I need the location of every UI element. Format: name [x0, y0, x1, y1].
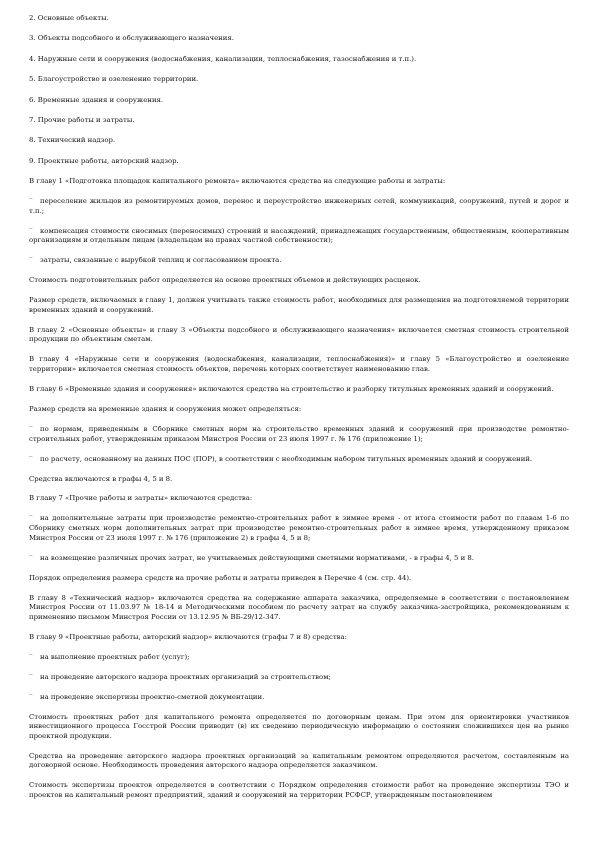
paragraph: Размер средств, включаемых в главу 1, должен учитывать также стоимость работ, необходимых для размещения на подготовляемой территории временных зданий и сооружений. [29, 296, 569, 314]
dash-item [29, 455, 569, 465]
numbered-item: 5. Благоустройство и озеленение территории. [29, 75, 199, 84]
numbered-item: 3. Объекты подсобного и обслуживающего назначения. [29, 34, 234, 43]
dash-item-text: затраты, связанные с вырубкой теплиц и согласованием проекта. [40, 256, 282, 265]
numbered-item: 7. Прочие работы и затраты. [29, 115, 135, 124]
paragraph: В главу 4 «Наружные сети и сооружения (водоснабжения, канализации, теплоснабжения)» и главу 5 «Благоустройство и озеленение территории» включается сметная стоимость объектов, перечень которых соответствует наименованию глав. [29, 355, 569, 373]
dash-item [29, 514, 569, 543]
dash-item [29, 554, 569, 564]
dash-bullet-icon: ‾ [29, 672, 33, 681]
dash-item [29, 693, 569, 703]
paragraph: Порядок определения размера средств на прочие работы и затраты приведен в Перечне 4 (см. стр. 44). [29, 573, 412, 582]
dash-item [29, 673, 569, 683]
dash-item-text: на проведение авторского надзора проектных организаций за строительством; [40, 672, 331, 681]
dash-bullet-icon: ‾ [29, 553, 33, 562]
dash-item-text: на проведение экспертизы проектно-сметной документации. [40, 692, 265, 701]
dash-item-text: на выполнение проектных работ (услуг); [40, 652, 190, 661]
dash-item-text: на возмещение различных прочих затрат, не учитываемых действующими сметными нормативами, - в графы 4, 5 и 8. [40, 553, 474, 562]
dash-item-text: по расчету, основанному на данных ПОС (ПОР), в соответствии с необходимым набором титульных временных зданий и сооружений. [40, 454, 533, 463]
paragraph: В главу 1 «Подготовка площадок капитального ремонта» включаются средства на следующие работы и затраты: [29, 177, 446, 186]
paragraph: В главу 9 «Проектные работы, авторский надзор» включаются (графы 7 и 8) средства: [29, 632, 347, 641]
paragraph: Стоимость экспертизы проектов определяется в соответствии с Порядком определения стоимости работ на проведение экспертизы ТЭО и проектов на капитальный ремонт предприятий, зданий и сооружений на территории РСФСР, утвержденным постановлением [29, 781, 569, 800]
paragraph: Средства на проведение авторского надзора проектных организаций за капитальным ремонтом определяются расчетом, составленным на договорной основе. Необходимость проведения авторского надзора определяется заказчиком. [29, 751, 569, 770]
dash-item-text: на дополнительные затраты при производстве ремонтно-строительных работ в зимнее время - от итога стоимости работ по главам 1-6 по Сборнику сметных норм дополнительных затрат при производстве ремонтно-строительных работ в зимнее время, утвержденному приказом Минстроя России от 23 июля 1997 г. № 176 (приложение 2) в графы 4, 5 и 8; [29, 514, 569, 542]
dash-item-text: компенсация стоимости сносимых (переносимых) строений и насаждений, принадлежащих государственным, общественным, кооперативным организациям и отдельным лицам (владельцам на правах частной собственности); [29, 226, 569, 245]
dash-item-text: переселение жильцов из ремонтируемых домов, перенос и переустройство инженерных сетей, коммуникаций, сооружений, путей и дорог и т.п.; [29, 197, 569, 215]
dash-item [29, 425, 569, 444]
dash-bullet-icon: ‾ [29, 226, 33, 235]
paragraph: В главу 7 «Прочие работы и затраты» включаются средства: [29, 494, 253, 503]
paragraph: Стоимость подготовительных работ определяется на основе проектных объемов и действующих расценок. [29, 276, 421, 285]
numbered-item: 8. Технический надзор. [29, 136, 116, 145]
dash-bullet-icon: ‾ [29, 652, 33, 661]
dash-item [29, 197, 569, 216]
dash-bullet-icon: ‾ [29, 514, 33, 523]
dash-item [29, 227, 569, 246]
paragraph: В главу 8 «Технический надзор» включаются средства на содержание аппарата заказчика, определяемые в соответствии с постановлением Минстроя России от 11.03.97 № 18-14 и Методическими пособием по расчету затрат на службу заказчика-застройщика, рекомендованным к применению письмом Минстроя России от 13.12.95 № ВБ-29/12-347. [29, 593, 569, 621]
paragraph: Размер средств на временные здания и сооружения может определяться: [29, 404, 302, 413]
numbered-item: 6. Временные здания и сооружения. [29, 95, 164, 104]
dash-bullet-icon: ‾ [29, 424, 33, 433]
dash-bullet-icon: ‾ [29, 454, 33, 463]
dash-bullet-icon: ‾ [29, 197, 33, 206]
dash-item-text: по нормам, приведенным в Сборнике сметных норм на строительство временных зданий и сооружений при производстве ремонтно-строительных работ, утвержденным приказом Минстроя России от 23 июля 1997 г. № 176 (приложение 1); [29, 424, 569, 443]
numbered-item: 9. Проектные работы, авторский надзор. [29, 156, 179, 165]
paragraph: Стоимость проектных работ для капитального ремонта определяется по договорным ценам. При этом для ориентировки участников инвестиционного процесса Госстрой России приводит (в) их сведению периодическую информацию о состоянии сложившихся цен на рынке проектной продукции. [29, 712, 569, 740]
dash-item [29, 256, 569, 266]
dash-item [29, 653, 569, 663]
paragraph: В главу 6 «Временные здания и сооружения» включаются средства на строительство и разборку титульных временных зданий и сооружений. [29, 384, 554, 393]
document-page [29, 14, 569, 811]
dash-bullet-icon: ‾ [29, 692, 33, 701]
dash-bullet-icon: ‾ [29, 256, 33, 265]
paragraph: В главу 2 «Основные объекты» и главу 3 «Объекты подсобного и обслуживающего назначения» включается сметная стоимость строительной продукции по объектным сметам. [29, 325, 569, 344]
paragraph: Средства включаются в графы 4, 5 и 8. [29, 474, 173, 483]
numbered-item: 4. Наружные сети и сооружения (водоснабжения, канализации, теплоснабжения, газоснабжения и т.п.). [29, 54, 417, 63]
numbered-item: 2. Основные объекты. [29, 14, 109, 22]
